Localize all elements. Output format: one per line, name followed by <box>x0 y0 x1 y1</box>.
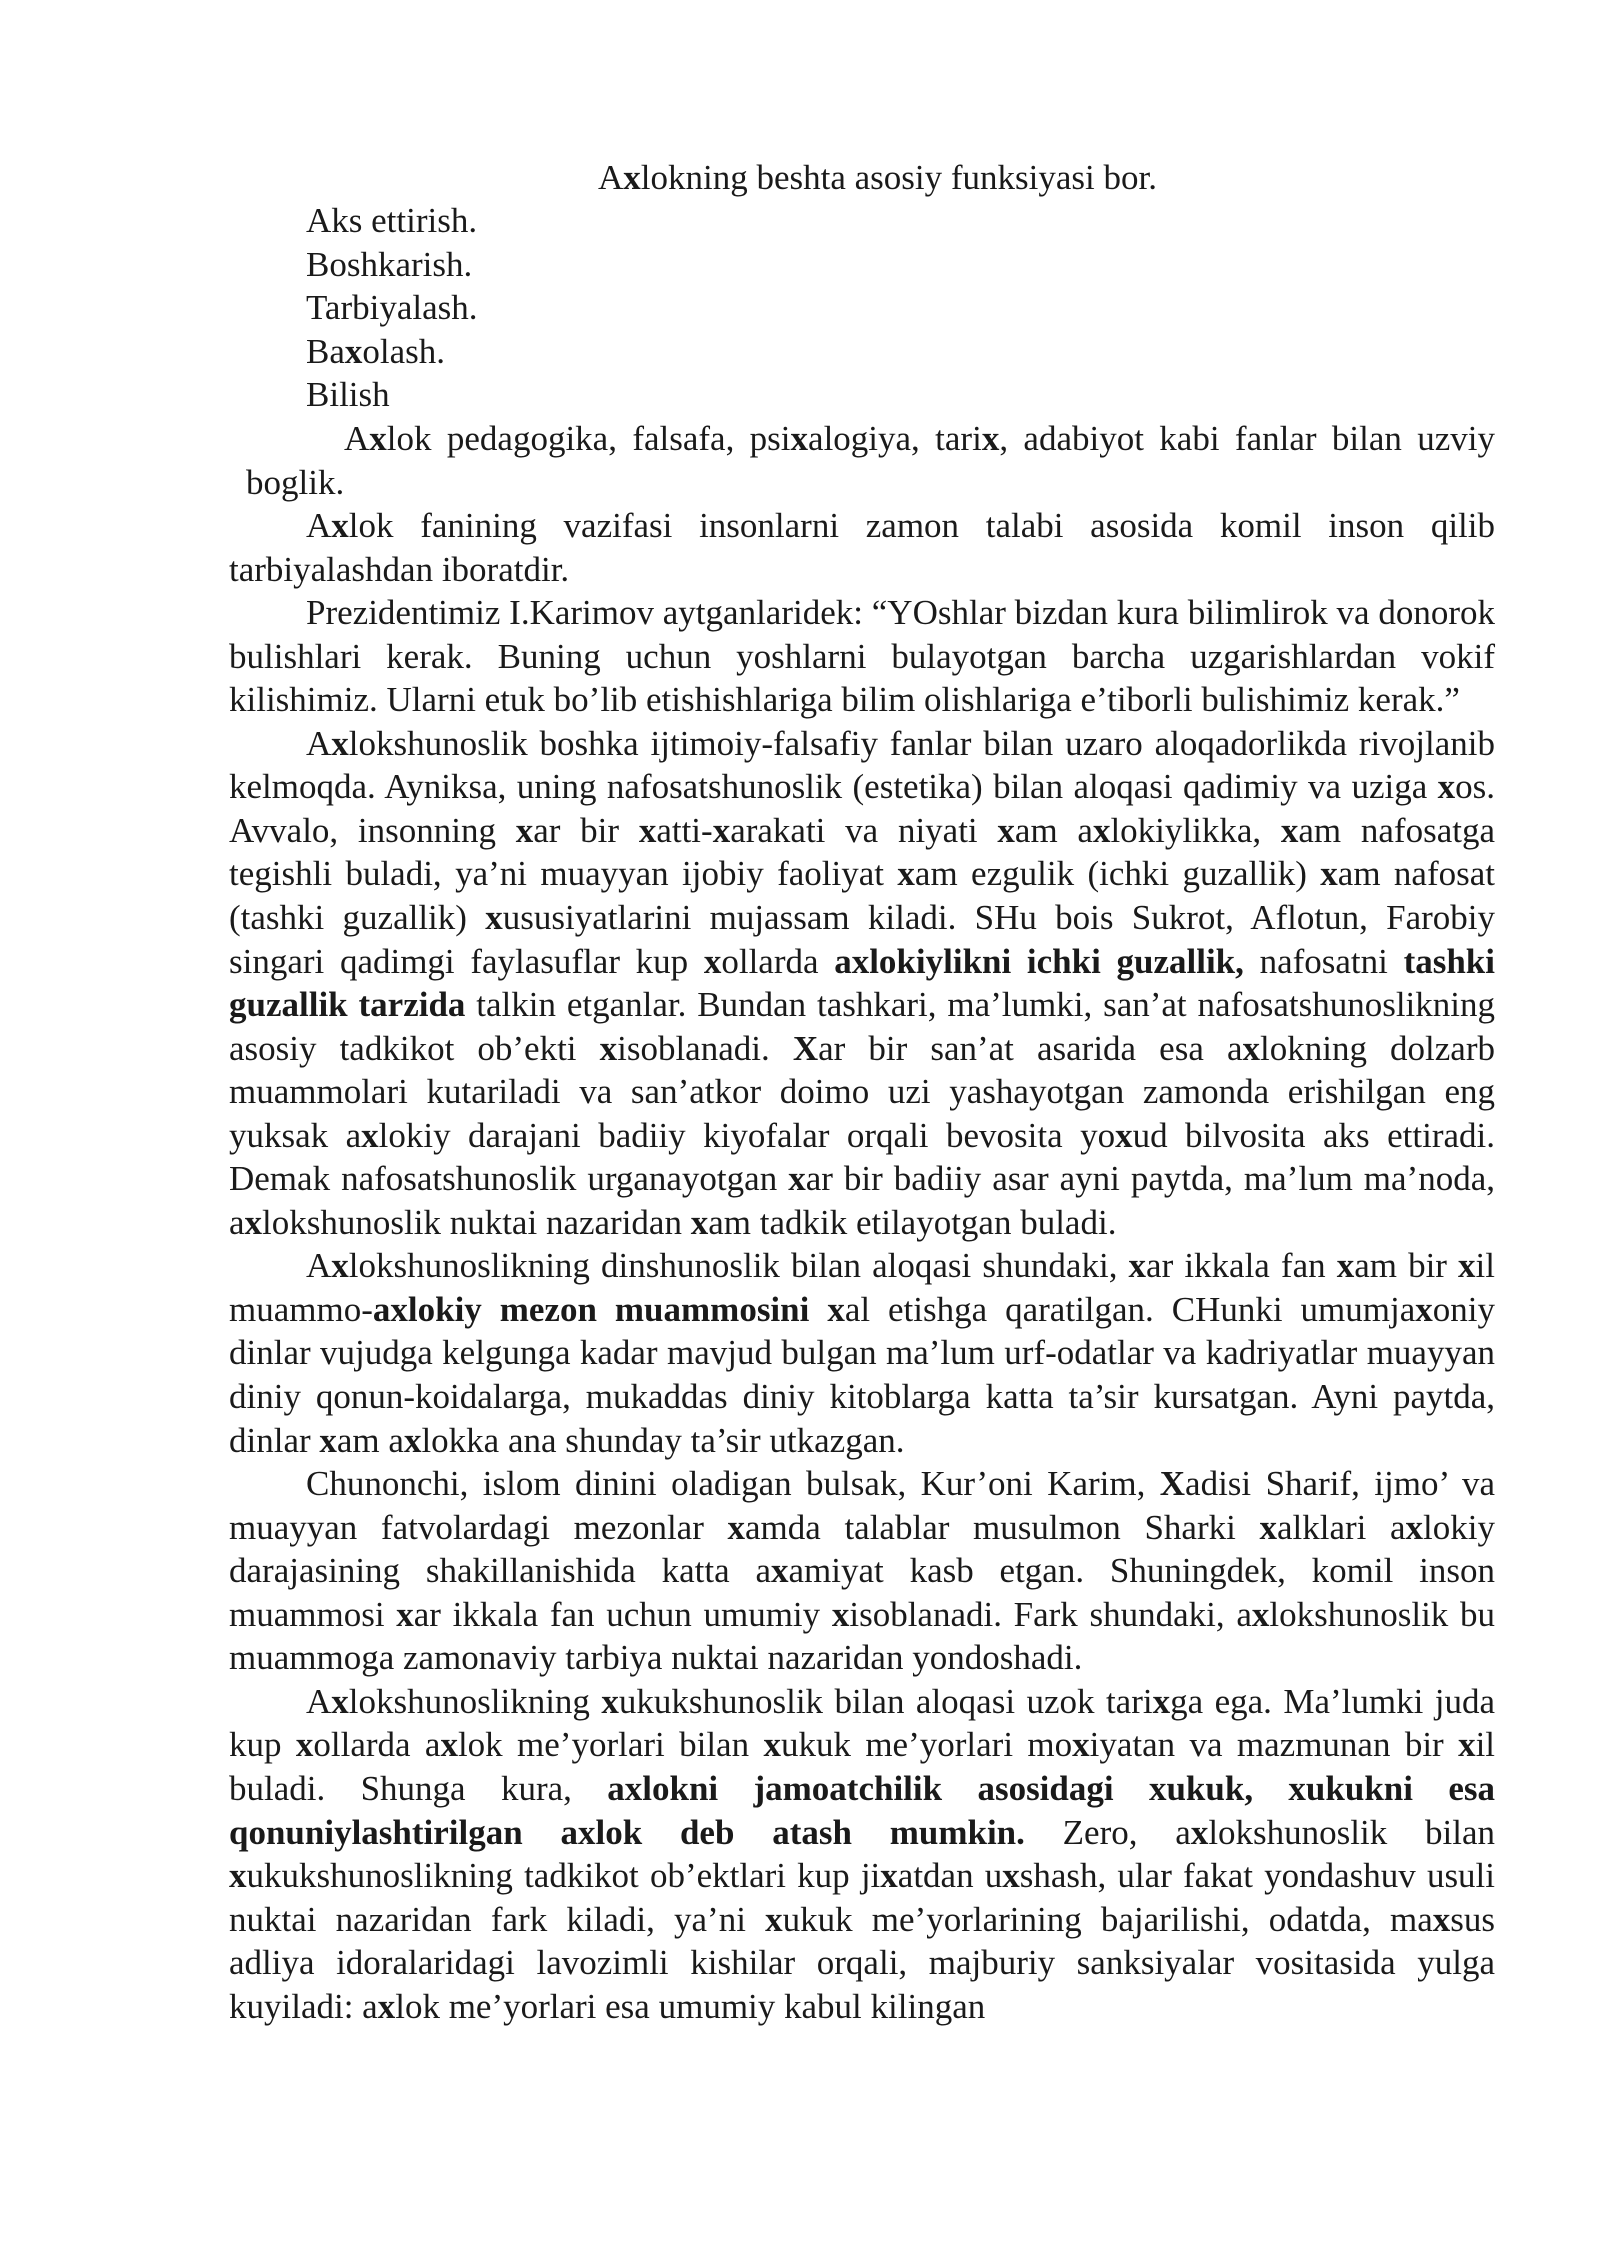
paragraph <box>229 722 1495 1245</box>
bold-text-run: x <box>831 1594 850 1634</box>
text-run: ar bir san’at asarida esa a <box>818 1028 1243 1068</box>
bold-text-run: tashki guzallik tarzida <box>229 941 1495 1025</box>
bold-text-run: x <box>623 158 641 197</box>
bold-text-run: x <box>638 810 657 850</box>
bold-text-run: x <box>997 810 1015 850</box>
bold-text-run: x <box>1242 1028 1260 1068</box>
bold-text-run: x <box>440 1725 458 1765</box>
bold-text-run: x <box>295 1725 314 1765</box>
text-run: iyatan va mazmunan bir <box>1089 1725 1459 1765</box>
list-item <box>306 243 478 287</box>
bold-text-run: x <box>1336 1246 1355 1286</box>
bold-text-run: x <box>1405 1507 1424 1547</box>
bold-text-run: x <box>1251 1594 1270 1634</box>
text-run: A <box>306 506 332 546</box>
text-run: al etishga qaratilgan. CHunki umumja <box>844 1289 1416 1329</box>
text-run: alklari a <box>1276 1507 1406 1547</box>
bold-text-run: x <box>1458 1725 1476 1765</box>
text-run: Aks ettirish. <box>306 201 478 240</box>
text-run: am nafosatga tegishli buladi, ya’ni muayyan ijobiy faoliyat <box>229 810 1496 894</box>
text-run: ukuk me’yorlarining bajarilishi, odatda, ma <box>782 1899 1433 1939</box>
text-run: ar ikkala fan uchun umumiy <box>413 1594 832 1634</box>
bold-text-run: x <box>331 506 349 546</box>
bold-text-run: x <box>331 1246 349 1286</box>
text-run: A <box>306 1681 332 1721</box>
text-run: alogiya, tari <box>808 419 982 458</box>
text-run: Ba <box>306 331 345 371</box>
text-run: amiyat kasb etgan. Shuningdek, komil inson muammosi <box>229 1551 1495 1634</box>
bold-text-run: x <box>331 723 349 763</box>
list-item <box>306 286 478 330</box>
text-run: lokshunoslik nuktai nazaridan <box>262 1202 691 1242</box>
bold-text-run: x <box>1320 854 1338 894</box>
bold-text-run: X <box>792 1028 819 1068</box>
document-body <box>229 417 1495 2028</box>
bold-text-run: axlokiy mezon muammosini <box>372 1289 810 1329</box>
text-run: adisi Sharif, ijmo’ va muayyan fatvolardagi mezonlar <box>229 1464 1495 1547</box>
page-title <box>598 156 1157 200</box>
bold-text-run: axlokni jamoatchilik asosidagi xukuk, xukukni esa qonuniylashtirilgan axlok deb atash mumkin. <box>229 1768 1495 1852</box>
paragraph <box>229 591 1495 722</box>
text-run: ollarda a <box>313 1725 441 1765</box>
bold-text-run: x <box>377 1986 396 2026</box>
text-run: lokshunoslikning <box>348 1681 602 1721</box>
text-run: amda talablar musulmon Sharki <box>745 1507 1260 1547</box>
bold-text-run: x <box>690 1202 709 1242</box>
text-run: lokka ana shunday ta’sir utkazgan. <box>421 1420 905 1460</box>
bold-text-run: x <box>1437 767 1456 807</box>
bold-text-run: x <box>361 1115 379 1155</box>
text-run: am a <box>1014 810 1093 850</box>
text-run: il buladi. Shunga kura, <box>229 1725 1496 1808</box>
text-run: Chunonchi, islom dinini oladigan bulsak, Kur’oni Karim, <box>306 1464 1160 1504</box>
text-run: ususiyatlarini mujassam kiladi. SHu bois Sukrot, Aflotun, Farobiy singari qadimgi faylasuflar kup <box>229 898 1495 981</box>
bold-text-run: axlokiylikni ichki guzallik, <box>834 941 1244 981</box>
bold-text-run: x <box>396 1594 414 1634</box>
bold-text-run: x <box>403 1420 422 1460</box>
text-run: isoblanadi. <box>617 1028 793 1068</box>
text-run: A <box>306 1246 332 1286</box>
bold-text-run: x <box>1092 810 1111 850</box>
paragraph <box>229 1462 1495 1680</box>
text-run: atti- <box>656 810 713 850</box>
bold-text-run: x <box>369 419 387 458</box>
bold-text-run: x <box>1072 1725 1090 1765</box>
bold-text-run: x <box>790 419 809 458</box>
text-run: lokning beshta asosiy funksiyasi bor. <box>640 158 1157 197</box>
text-run: ukukshunoslikning tadkikot ob’ektlari kup ji <box>246 1856 881 1896</box>
paragraph <box>229 417 1495 504</box>
text-run: lokshunoslik bu muammoga zamonaviy tarbiya nuktai nazaridan yondoshadi. <box>229 1594 1495 1678</box>
text-run: ukuk me’yorlari mo <box>780 1725 1073 1765</box>
text-run: lok me’yorlari esa umumiy kabul kilingan <box>395 1986 986 2026</box>
text-run: Prezidentimiz I.Karimov aytganlaridek: “YOshlar bizdan kura bilimlirok va donorok bulishlari kerak. Buning uchun yoshlarni bulayotgan barcha uzgarishlardan vokif kilishimiz. Ularni etuk bo’lib etishishlariga bilim olishlariga e’tiborli bulishimiz kerak.” <box>229 593 1495 720</box>
bold-text-run: x <box>712 810 731 850</box>
list-item <box>306 330 478 374</box>
bold-text-run: x <box>703 941 722 981</box>
bold-text-run: x <box>331 1681 349 1721</box>
text-run: ukukshunoslik bilan aloqasi uzok tari <box>618 1681 1153 1721</box>
text-run: Bilish <box>306 375 390 415</box>
functions-list <box>306 199 478 417</box>
text-run: lok me’yorlari bilan <box>457 1725 764 1765</box>
text-run: A <box>598 158 624 197</box>
paragraph <box>229 1244 1495 1462</box>
bold-text-run: x <box>763 1725 781 1765</box>
text-run: lokning dolzarb muammolari kutariladi va san’atkor doimo uzi yashayotgan zamonda erishilgan eng yuksak a <box>229 1028 1495 1155</box>
bold-text-run: x <box>601 1681 619 1721</box>
text-run: lokiy darajani badiiy kiyofalar orqali bevosita yo <box>378 1115 1116 1155</box>
text-run: A <box>306 723 332 763</box>
text-run: Tarbiyalash. <box>306 288 478 328</box>
bold-text-run: x <box>229 1856 247 1896</box>
text-run: oniy dinlar vujudga kelgunga kadar mavjud bulgan ma’lum urf-odatlar va kadriyatlar muayyan diniy qonun-koidalarga, mukaddas diniy kitoblarga katta ta’sir kursatgan. Ayni paytda, dinlar <box>229 1289 1495 1460</box>
bold-text-run: x <box>880 1856 898 1896</box>
text-run: am nafosat (tashki guzallik) <box>229 854 1495 938</box>
list-item <box>306 199 478 243</box>
text-run: am tadkik etilayotgan buladi. <box>708 1202 1117 1242</box>
text-run: arakati va niyati <box>730 810 998 850</box>
text-run: A <box>344 419 370 458</box>
bold-text-run: x <box>515 810 534 850</box>
text-run: os. Avvalo, insonning <box>229 767 1495 850</box>
bold-text-run: x <box>827 1289 845 1329</box>
bold-text-run: x <box>1415 1289 1433 1329</box>
text-run: , adabiyot kabi fanlar bilan uzviy boglik. <box>246 419 1496 502</box>
text-run: olash. <box>362 331 446 371</box>
text-run: sus adliya idoralaridagi lavozimli kishilar orqali, majburiy sanksiyalar vositasida yulga kuyiladi: a <box>229 1899 1496 2026</box>
bold-text-run: x <box>981 419 1000 458</box>
text-run: lokshunoslikning dinshunoslik bilan aloqasi shundaki, <box>348 1246 1129 1286</box>
text-run: Zero, a <box>1024 1812 1191 1852</box>
text-run: am bir <box>1354 1246 1459 1286</box>
text-run: lokiylikka, <box>1110 810 1281 850</box>
text-run: ar bir badiiy asar ayni paytda, ma’lum ma’noda, a <box>229 1159 1495 1242</box>
text-run: ga ega. Ma’lumki juda kup <box>229 1681 1495 1765</box>
text-run: lokshunoslik bilan <box>1208 1812 1495 1852</box>
text-run: ollarda <box>721 941 835 981</box>
text-run: il muammo- <box>229 1246 1495 1329</box>
text-run: talkin etganlar. Bundan tashkari, ma’lumki, san’at nafosatshunoslikning asosiy tadkikot ob’ekti <box>229 985 1495 1068</box>
bold-text-run: x <box>765 1899 783 1939</box>
bold-text-run: x <box>727 1507 746 1547</box>
bold-text-run: x <box>1458 1246 1476 1286</box>
bold-text-run: x <box>1115 1115 1133 1155</box>
bold-text-run: x <box>485 898 503 938</box>
bold-text-run: X <box>1159 1464 1186 1504</box>
bold-text-run: x <box>244 1202 263 1242</box>
text-run: ar bir <box>533 810 639 850</box>
paragraph <box>229 1680 1495 2028</box>
text-run: lokiy darajasining shakillanishida katta a <box>229 1507 1495 1591</box>
text-run: ud bilvosita aks ettiradi. Demak nafosatshunoslik urganayotgan <box>229 1115 1495 1199</box>
bold-text-run: x <box>344 331 363 371</box>
bold-text-run: x <box>599 1028 618 1068</box>
text-run: lok pedagogika, falsafa, psi <box>386 419 791 458</box>
text-run: lokshunoslik boshka ijtimoiy-falsafiy fanlar bilan uzaro aloqadorlikda rivojlanib kelmoqda. Ayniksa, uning nafosatshunoslik (estetika) bilan aloqasi qadimiy va uziga <box>229 723 1495 807</box>
bold-text-run: x <box>1002 1856 1020 1896</box>
text-run: am ezgulik (ichki guzallik) <box>914 854 1321 894</box>
bold-text-run: x <box>1259 1507 1277 1547</box>
bold-text-run: x <box>1280 810 1299 850</box>
paragraph <box>229 504 1495 591</box>
text-run: nafosatni <box>1243 941 1404 981</box>
bold-text-run: x <box>1190 1812 1209 1852</box>
bold-text-run: x <box>771 1551 789 1591</box>
text-run: Boshkarish. <box>306 244 473 284</box>
bold-text-run: x <box>1128 1246 1147 1286</box>
list-item <box>306 373 478 417</box>
text-run: isoblanadi. Fark shundaki, a <box>849 1594 1252 1634</box>
bold-text-run: x <box>788 1159 806 1199</box>
text-run <box>809 1290 827 1329</box>
text-run: shash, ular fakat yondashuv usuli nuktai nazaridan fark kiladi, ya’ni <box>229 1856 1496 1939</box>
bold-text-run: x <box>1152 1681 1171 1721</box>
bold-text-run: x <box>897 854 915 894</box>
text-run: ar ikkala fan <box>1146 1246 1337 1286</box>
text-run: lok fanining vazifasi insonlarni zamon talabi asosida komil inson qilib tarbiyalashdan iboratdir. <box>229 506 1495 589</box>
text-run: atdan u <box>897 1856 1003 1896</box>
bold-text-run: x <box>1432 1899 1451 1939</box>
bold-text-run: x <box>319 1420 337 1460</box>
text-run: am a <box>336 1420 404 1460</box>
